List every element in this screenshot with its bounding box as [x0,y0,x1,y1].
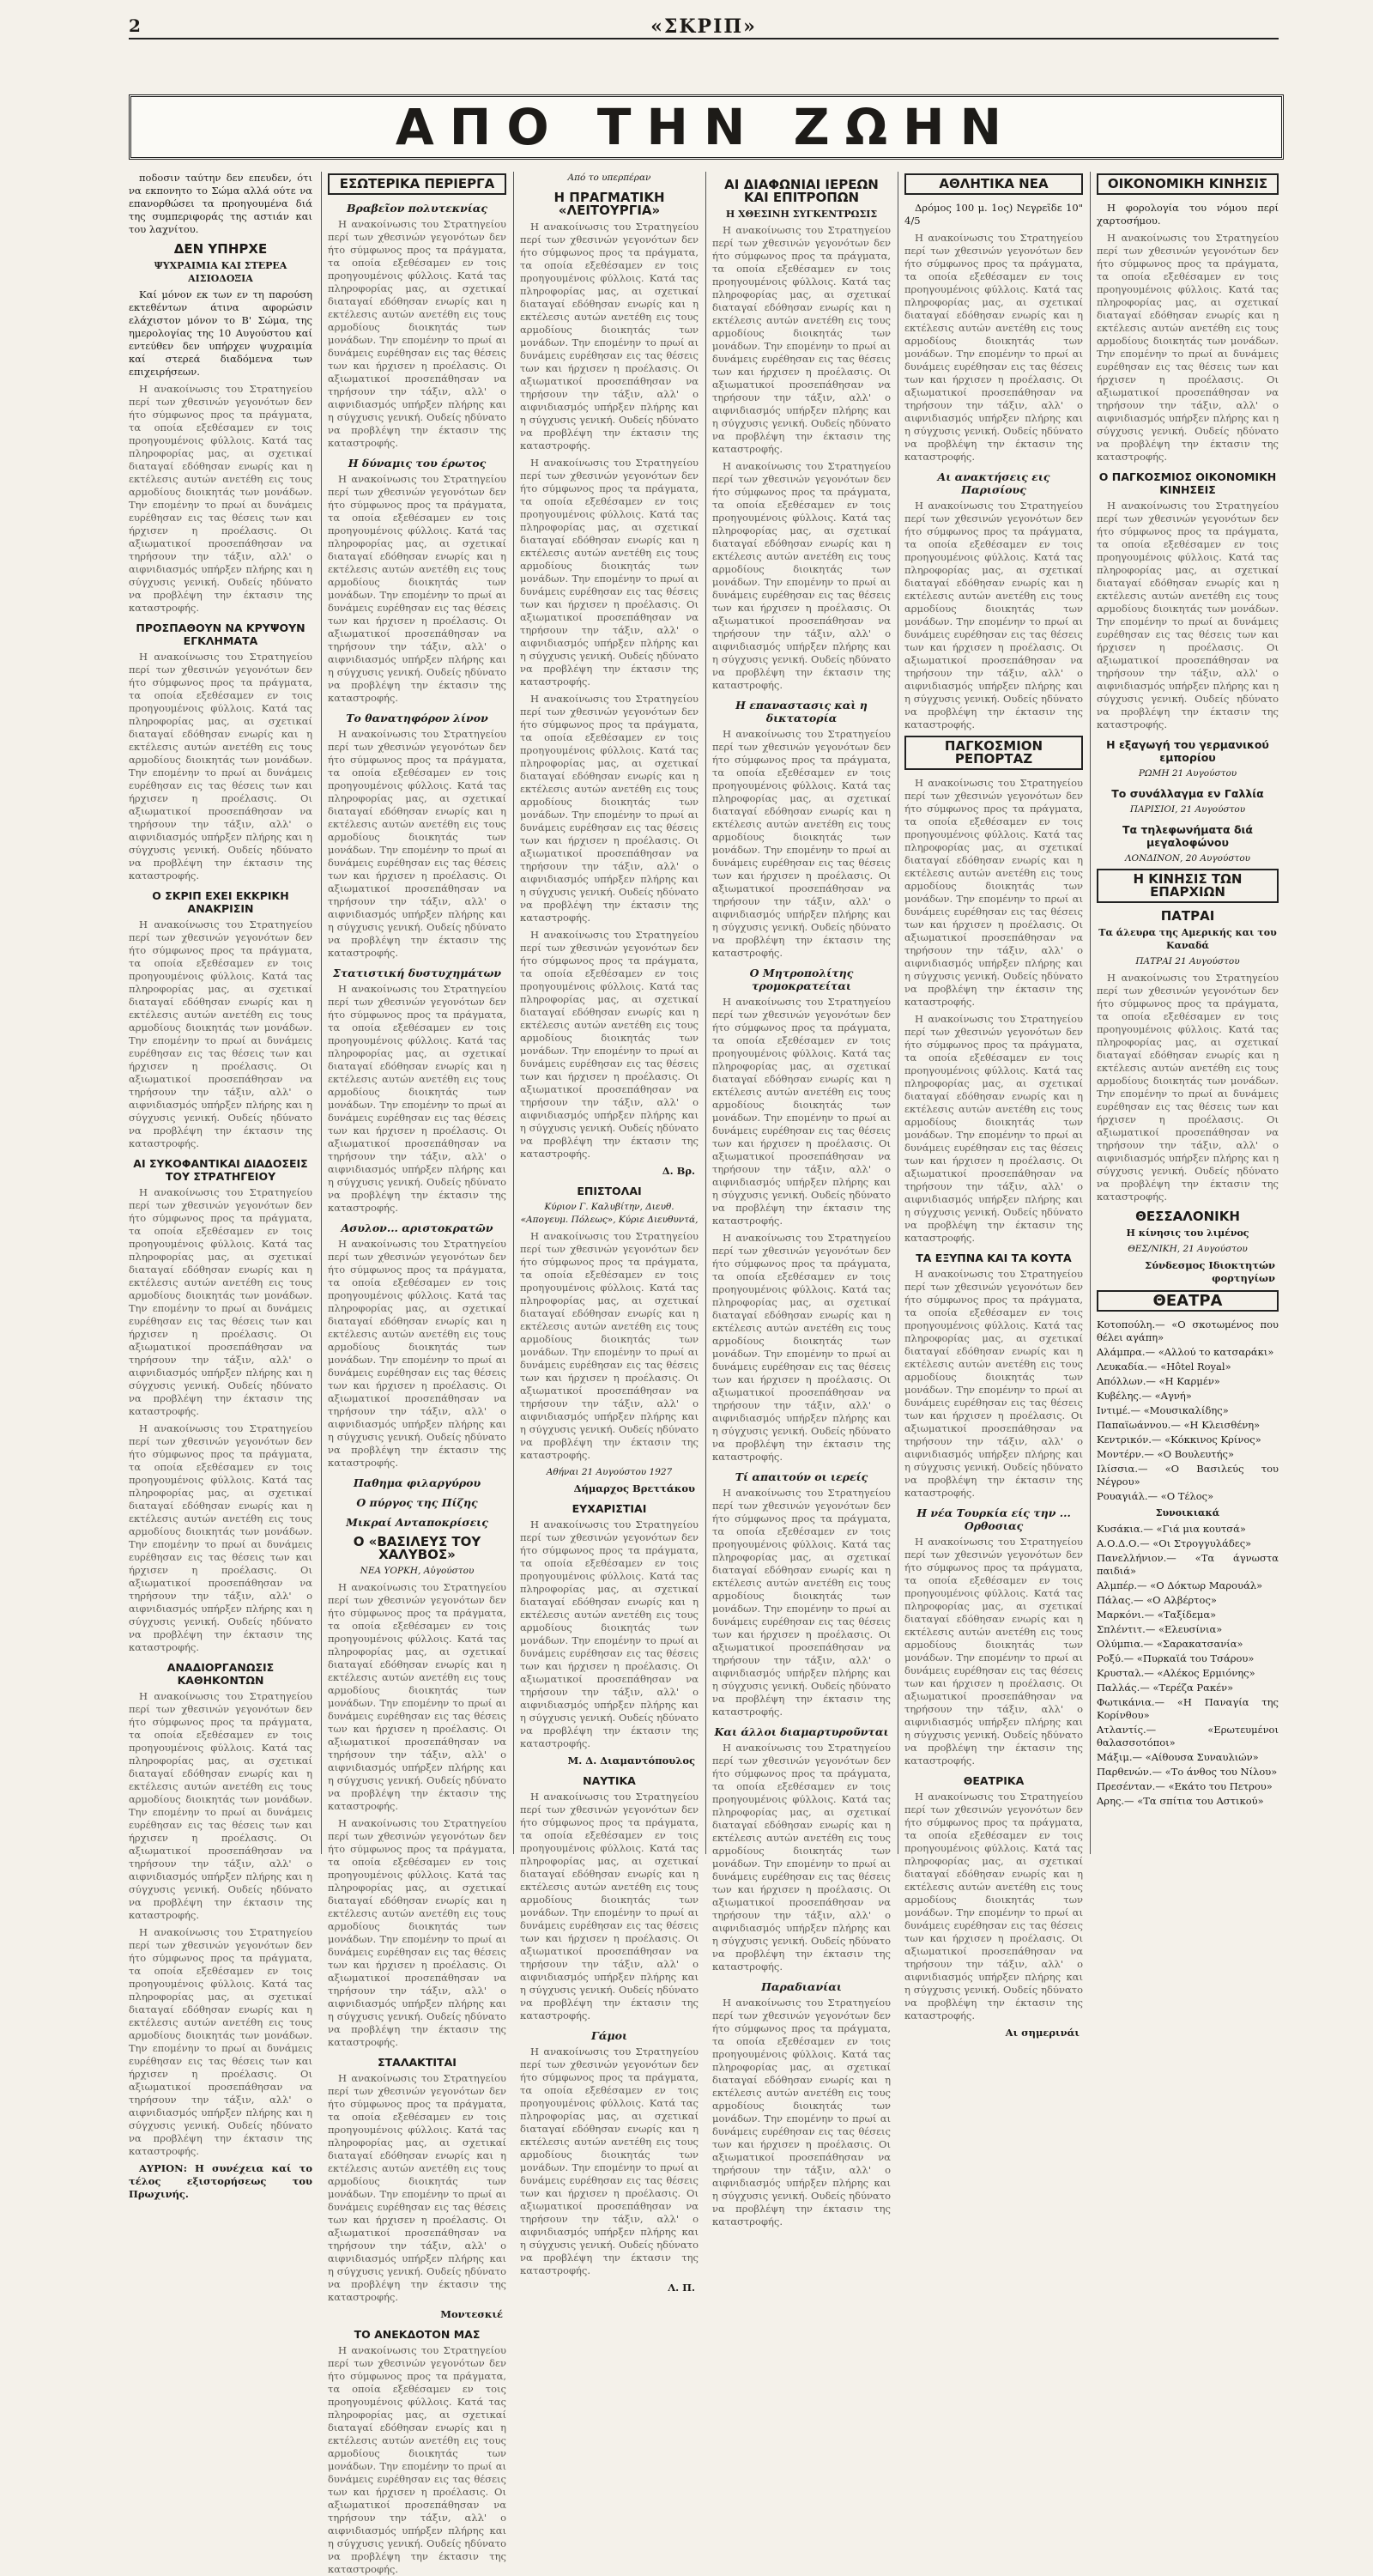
section-banner [129,94,1284,160]
list-item: Σπλέντιτ.— «Ελευσίνια» [1097,1623,1223,1635]
column-5 [904,172,1083,2039]
article-body: Η ανακοίνωσις του Στρατηγείου περί των χθεσινών γεγονότων δεν ήτο σύμφωνος προς τα πράγματα, τα οποία εξεθέσαμεν εν τοις προηγουμένοις φύλλοις. Κατά τας πληροφορίας μας, αι σχετικαί διαταγαί εδόθησαν ενωρίς και η εκτέλεσις αυτών ανετέθη εις τους αρμοδίους διοικητάς των μονάδων. Την επομένην το πρωί αι δυνάμεις ευρέθησαν εις τας θέσεις των και ήρχισεν η προέλασις. Οι αξιωματικοί προσεπάθησαν να τηρήσουν την τάξιν, αλλ' ο αιφνιδιασμός υπήρξεν πλήρης και η σύγχυσις γενική. Ουδείς ηδύνατο να προβλέψη την έκτασιν της καταστροφής. [1097,972,1279,1203]
list-item: Κυσάκια.— «Γιά μια κουτσά» [1097,1523,1246,1535]
subhead: Η νέα Τουρκία είς την ... Ορθοσιας [916,1506,1071,1532]
list-item: Κρυσταλ.— «Αλέκος Ερμιόνης» [1097,1667,1255,1679]
signature: Αι σημερινάι [1005,2027,1080,2039]
headline: ΘΕΣΣΑΛΟΝΙΚΗ [1135,1209,1240,1224]
article-body: Η ανακοίνωσις του Στρατηγείου περί των χθεσινών γεγονότων δεν ήτο σύμφωνος προς τα πράγματα, τα οποία εξεθέσαμεν εν τοις προηγουμένοις φύλλοις. Κατά τας πληροφορίας μας, αι σχετικαί διαταγαί εδόθησαν ενωρίς και η εκτέλεσις αυτών ανετέθη εις τους αρμοδίους διοικητάς των μονάδων. Την επομένην το πρωί αι δυνάμεις ευρέθησαν εις τας θέσεις των και ήρχισεν η προέλασις. Οι αξιωματικοί προσεπάθησαν να τηρήσουν την τάξιν, αλλ' ο αιφνιδιασμός υπήρξεν πλήρης και η σύγχυσις γενική. Ουδείς ηδύνατο να προβλέψη την έκτασιν της καταστροφής. [328,473,506,704]
article-body: Η ανακοίνωσις του Στρατηγείου περί των χθεσινών γεγονότων δεν ήτο σύμφωνος προς τα πράγματα, τα οποία εξεθέσαμεν εν τοις προηγουμένοις φύλλοις. Κατά τας πληροφορίας μας, αι σχετικαί διαταγαί εδόθησαν ενωρίς και η εκτέλεσις αυτών ανετέθη εις τους αρμοδίους διοικητάς των μονάδων. Την επομένην το πρωί αι δυνάμεις ευρέθησαν εις τας θέσεις των και ήρχισεν η προέλασις. Οι αξιωματικοί προσεπάθησαν να τηρήσουν την τάξιν, αλλ' ο αιφνιδιασμός υπήρξεν πλήρης και η σύγχυσις γενική. Ουδείς ηδύνατο να προβλέψη την έκτασιν της καταστροφής. [129,651,312,882]
article-body: Η ανακοίνωσις του Στρατηγείου περί των χθεσινών γεγονότων δεν ήτο σύμφωνος προς τα πράγματα, τα οποία εξεθέσαμεν εν τοις προηγουμένοις φύλλοις. Κατά τας πληροφορίας μας, αι σχετικαί διαταγαί εδόθησαν ενωρίς και η εκτέλεσις αυτών ανετέθη εις τους αρμοδίους διοικητάς των μονάδων. Την επομένην το πρωί αι δυνάμεις ευρέθησαν εις τας θέσεις των και ήρχισεν η προέλασις. Οι αξιωματικοί προσεπάθησαν να τηρήσουν την τάξιν, αλλ' ο αιφνιδιασμός υπήρξεν πλήρης και η σύγχυσις γενική. Ουδείς ηδύνατο να προβλέψη την έκτασιν της καταστροφής. [520,221,699,452]
list-item: Ιντιμέ.— «Μουσικαλίδης» [1097,1404,1229,1416]
list-item: Κοτοπούλη.— «Ο σκοτωμένος που θέλει αγάπη» [1097,1318,1279,1343]
page-header [129,15,1279,39]
headline: Ο ΠΑΓΚΟΣΜΙΟΣ ΟΙΚΟΝΟΜΙΚΗ ΚΙΝΗΣΕΙΣ [1098,470,1277,496]
subhead: Μικραί Ανταποκρίσεις [346,1516,488,1529]
list-item: Ρουαγιάλ.— «Ο Τέλος» [1097,1490,1214,1502]
list-item: Ατλαντίς.— «Ερωτευμένοι θαλασσοτόποι» [1097,1724,1279,1749]
headline: Το συνάλλαγμα εν Γαλλία [1111,787,1264,800]
list-item: Κυβέλης.— «Αγνή» [1097,1390,1192,1402]
article-body: Η ανακοίνωσις του Στρατηγείου περί των χθεσινών γεγονότων δεν ήτο σύμφωνος προς τα πράγματα, τα οποία εξεθέσαμεν εν τοις προηγουμένοις φύλλοις. Κατά τας πληροφορίας μας, αι σχετικαί διαταγαί εδόθησαν ενωρίς και η εκτέλεσις αυτών ανετέθη εις τους αρμοδίους διοικητάς των μονάδων. Την επομένην το πρωί αι δυνάμεις ευρέθησαν εις τας θέσεις των και ήρχισεν η προέλασις. Οι αξιωματικοί προσεπάθησαν να τηρήσουν την τάξιν, αλλ' ο αιφνιδιασμός υπήρξεν πλήρης και η σύγχυσις γενική. Ουδείς ηδύνατο να προβλέψη την έκτασιν της καταστροφής. [328,983,506,1214]
column-rule [705,172,706,1854]
list-item: Ιλίσσια.— «Ο Βασιλεύς του Νέγρου» [1097,1463,1279,1488]
article-body: Η ανακοίνωσις του Στρατηγείου περί των χθεσινών γεγονότων δεν ήτο σύμφωνος προς τα πράγματα, τα οποία εξεθέσαμεν εν τοις προηγουμένοις φύλλοις. Κατά τας πληροφορίας μας, αι σχετικαί διαταγαί εδόθησαν ενωρίς και η εκτέλεσις αυτών ανετέθη εις τους αρμοδίους διοικητάς των μονάδων. Την επομένην το πρωί αι δυνάμεις ευρέθησαν εις τας θέσεις των και ήρχισεν η προέλασις. Οι αξιωματικοί προσεπάθησαν να τηρήσουν την τάξιν, αλλ' ο αιφνιδιασμός υπήρξεν πλήρης και η σύγχυσις γενική. Ουδείς ηδύνατο να προβλέψη την έκτασιν της καταστροφής. [712,460,891,691]
subhead: Το θανατηφόρον λίνον [346,712,488,724]
subheadline: Η ΧΘΕΣΙΝΗ ΣΥΓΚΕΝΤΡΩΣΙΣ [725,209,878,220]
article-body: Η ανακοίνωσις του Στρατηγείου περί των χθεσινών γεγονότων δεν ήτο σύμφωνος προς τα πράγματα, τα οποία εξεθέσαμεν εν τοις προηγουμένοις φύλλοις. Κατά τας πληροφορίας μας, αι σχετικαί διαταγαί εδόθησαν ενωρίς και η εκτέλεσις αυτών ανετέθη εις τους αρμοδίους διοικητάς των μονάδων. Την επομένην το πρωί αι δυνάμεις ευρέθησαν εις τας θέσεις των και ήρχισεν η προέλασις. Οι αξιωματικοί προσεπάθησαν να τηρήσουν την τάξιν, αλλ' ο αιφνιδιασμός υπήρξεν πλήρης και η σύγχυσις γενική. Ουδείς ηδύνατο να προβλέψη την έκτασιν της καταστροφής. [328,2344,506,2575]
dateline: ΠΑΡΙΣΙΟΙ, 21 Αυγούστου [1129,804,1246,815]
article-body: Η ανακοίνωσις του Στρατηγείου περί των χθεσινών γεγονότων δεν ήτο σύμφωνος προς τα πράγματα, τα οποία εξεθέσαμεν εν τοις προηγουμένοις φύλλοις. Κατά τας πληροφορίας μας, αι σχετικαί διαταγαί εδόθησαν ενωρίς και η εκτέλεσις αυτών ανετέθη εις τους αρμοδίους διοικητάς των μονάδων. Την επομένην το πρωί αι δυνάμεις ευρέθησαν εις τας θέσεις των και ήρχισεν η προέλασις. Οι αξιωματικοί προσεπάθησαν να τηρήσουν την τάξιν, αλλ' ο αιφνιδιασμός υπήρξεν πλήρης και η σύγχυσις γενική. Ουδείς ηδύνατο να προβλέψη την έκτασιν της καταστροφής. [328,1817,506,2048]
headline: ΑΙ ΣΥΚΟΦΑΝΤΙΚΑΙ ΔΙΑΔΟΣΕΙΣ ΤΟΥ ΣΤΡΑΤΗΓΕΙΟΥ [133,1157,308,1183]
headline: ΔΕΝ ΥΠΗΡΧΕ [173,241,268,257]
article-body: Η ανακοίνωσις του Στρατηγείου περί των χθεσινών γεγονότων δεν ήτο σύμφωνος προς τα πράγματα, τα οποία εξεθέσαμεν εν τοις προηγουμένοις φύλλοις. Κατά τας πληροφορίας μας, αι σχετικαί διαταγαί εδόθησαν ενωρίς και η εκτέλεσις αυτών ανετέθη εις τους αρμοδίους διοικητάς των μονάδων. Την επομένην το πρωί αι δυνάμεις ευρέθησαν εις τας θέσεις των και ήρχισεν η προέλασις. Οι αξιωματικοί προσεπάθησαν να τηρήσουν την τάξιν, αλλ' ο αιφνιδιασμός υπήρξεν πλήρης και η σύγχυσις γενική. Ουδείς ηδύνατο να προβλέψη την έκτασιν της καταστροφής. [904,500,1083,730]
article-body: Η ανακοίνωσις του Στρατηγείου περί των χθεσινών γεγονότων δεν ήτο σύμφωνος προς τα πράγματα, τα οποία εξεθέσαμεν εν τοις προηγουμένοις φύλλοις. Κατά τας πληροφορίας μας, αι σχετικαί διαταγαί εδόθησαν ενωρίς και η εκτέλεσις αυτών ανετέθη εις τους αρμοδίους διοικητάς των μονάδων. Την επομένην το πρωί αι δυνάμεις ευρέθησαν εις τας θέσεις των και ήρχισεν η προέλασις. Οι αξιωματικοί προσεπάθησαν να τηρήσουν την τάξιν, αλλ' ο αιφνιδιασμός υπήρξεν πλήρης και η σύγχυσις γενική. Ουδείς ηδύνατο να προβλέψη την έκτασιν της καταστροφής. [520,2046,699,2276]
letter-date: Αθήναι 21 Αυγούστου 1927 [546,1467,673,1477]
list-item: Κεντρικόν.— «Κόκκινος Κρίνος» [1097,1433,1261,1446]
list-item: Ροξύ.— «Πυρκαϊά του Τσάρου» [1097,1652,1255,1664]
subhead: Βραβεῖον πολυτεκνίας [346,202,488,215]
article-body: Η ανακοίνωσις του Στρατηγείου περί των χθεσινών γεγονότων δεν ήτο σύμφωνος προς τα πράγματα, τα οποία εξεθέσαμεν εν τοις προηγουμένοις φύλλοις. Κατά τας πληροφορίας μας, αι σχετικαί διαταγαί εδόθησαν ενωρίς και η εκτέλεσις αυτών ανετέθη εις τους αρμοδίους διοικητάς των μονάδων. Την επομένην το πρωί αι δυνάμεις ευρέθησαν εις τας θέσεις των και ήρχισεν η προέλασις. Οι αξιωματικοί προσεπάθησαν να τηρήσουν την τάξιν, αλλ' ο αιφνιδιασμός υπήρξεν πλήρης και η σύγχυσις γενική. Ουδείς ηδύνατο να προβλέψη την έκτασιν της καταστροφής. [712,1997,891,2227]
headline: Ο «ΒΑΣΙΛΕΥΣ ΤΟΥ ΧΑΛΥΒΟΣ» [353,1534,481,1562]
headline: ΘΕΑΤΡΙΚΑ [963,1774,1025,1787]
headline: ΠΑΤΡΑΙ [1160,908,1215,924]
list-item: Αλμπέρ.— «Ο Δόκτωρ Μαρουάλ» [1097,1579,1263,1591]
list-item: Λευκαδία.— «Hôtel Royal» [1097,1361,1231,1373]
headline: ΕΠΙΣΤΟΛΑΙ [577,1185,642,1197]
subhead: Η επαναστασις καὶ η δικτατορία [735,699,868,724]
article-body: Η ανακοίνωσις του Στρατηγείου περί των χθεσινών γεγονότων δεν ήτο σύμφωνος προς τα πράγματα, τα οποία εξεθέσαμεν εν τοις προηγουμένοις φύλλοις. Κατά τας πληροφορίας μας, αι σχετικαί διαταγαί εδόθησαν ενωρίς και η εκτέλεσις αυτών ανετέθη εις τους αρμοδίους διοικητάς των μονάδων. Την επομένην το πρωί αι δυνάμεις ευρέθησαν εις τας θέσεις των και ήρχισεν η προέλασις. Οι αξιωματικοί προσεπάθησαν να τηρήσουν την τάξιν, αλλ' ο αιφνιδιασμός υπήρξεν πλήρης και η σύγχυσις γενική. Ουδείς ηδύνατο να προβλέψη την έκτασιν της καταστροφής. [328,1581,506,1812]
list-item: Αρης.— «Τα σπίτια του Αστικού» [1097,1795,1264,1807]
section-box: ΑΘΛΗΤΙΚΑ ΝΕΑ [904,173,1083,195]
article-body: Η ανακοίνωσις του Στρατηγείου περί των χθεσινών γεγονότων δεν ήτο σύμφωνος προς τα πράγματα, τα οποία εξεθέσαμεν εν τοις προηγουμένοις φύλλοις. Κατά τας πληροφορίας μας, αι σχετικαί διαταγαί εδόθησαν ενωρίς και η εκτέλεσις αυτών ανετέθη εις τους αρμοδίους διοικητάς των μονάδων. Την επομένην το πρωί αι δυνάμεις ευρέθησαν εις τας θέσεις των και ήρχισεν η προέλασις. Οι αξιωματικοί προσεπάθησαν να τηρήσουν την τάξιν, αλλ' ο αιφνιδιασμός υπήρξεν πλήρης και η σύγχυσις γενική. Ουδείς ηδύνατο να προβλέψη την έκτασιν της καταστροφής. [520,1230,699,1461]
article-body: Η ανακοίνωσις του Στρατηγείου περί των χθεσινών γεγονότων δεν ήτο σύμφωνος προς τα πράγματα, τα οποία εξεθέσαμεν εν τοις προηγουμένοις φύλλοις. Κατά τας πληροφορίας μας, αι σχετικαί διαταγαί εδόθησαν ενωρίς και η εκτέλεσις αυτών ανετέθη εις τους αρμοδίους διοικητάς των μονάδων. Την επομένην το πρωί αι δυνάμεις ευρέθησαν εις τας θέσεις των και ήρχισεν η προέλασις. Οι αξιωματικοί προσεπάθησαν να τηρήσουν την τάξιν, αλλ' ο αιφνιδιασμός υπήρξεν πλήρης και η σύγχυσις γενική. Ουδείς ηδύνατο να προβλέψη την έκτασιν της καταστροφής. [520,1518,699,1749]
article-body: Η ανακοίνωσις του Στρατηγείου περί των χθεσινών γεγονότων δεν ήτο σύμφωνος προς τα πράγματα, τα οποία εξεθέσαμεν εν τοις προηγουμένοις φύλλοις. Κατά τας πληροφορίας μας, αι σχετικαί διαταγαί εδόθησαν ενωρίς και η εκτέλεσις αυτών ανετέθη εις τους αρμοδίους διοικητάς των μονάδων. Την επομένην το πρωί αι δυνάμεις ευρέθησαν εις τας θέσεις των και ήρχισεν η προέλασις. Οι αξιωματικοί προσεπάθησαν να τηρήσουν την τάξιν, αλλ' ο αιφνιδιασμός υπήρξεν πλήρης και η σύγχυσις γενική. Ουδείς ηδύνατο να προβλέψη την έκτασιν της καταστροφής. [520,693,699,924]
list-item: Μαρκόνι.— «Ταξίδεμα» [1097,1609,1217,1621]
article-body: Η ανακοίνωσις του Στρατηγείου περί των χθεσινών γεγονότων δεν ήτο σύμφωνος προς τα πράγματα, τα οποία εξεθέσαμεν εν τοις προηγουμένοις φύλλοις. Κατά τας πληροφορίας μας, αι σχετικαί διαταγαί εδόθησαν ενωρίς και η εκτέλεσις αυτών ανετέθη εις τους αρμοδίους διοικητάς των μονάδων. Την επομένην το πρωί αι δυνάμεις ευρέθησαν εις τας θέσεις των και ήρχισεν η προέλασις. Οι αξιωματικοί προσεπάθησαν να τηρήσουν την τάξιν, αλλ' ο αιφνιδιασμός υπήρξεν πλήρης και η σύγχυσις γενική. Ουδείς ηδύνατο να προβλέψη την έκτασιν της καταστροφής. [129,1926,312,2157]
subhead: Τί απαιτούν οι ιερείς [735,1470,868,1483]
score-line: Δρόμος 100 μ. 1ος) Νεγρεῖδε 10" 4/5 [904,202,1083,227]
article-body: Η ανακοίνωσις του Στρατηγείου περί των χθεσινών γεγονότων δεν ήτο σύμφωνος προς τα πράγματα, τα οποία εξεθέσαμεν εν τοις προηγουμένοις φύλλοις. Κατά τας πληροφορίας μας, αι σχετικαί διαταγαί εδόθησαν ενωρίς και η εκτέλεσις αυτών ανετέθη εις τους αρμοδίους διοικητάς των μονάδων. Την επομένην το πρωί αι δυνάμεις ευρέθησαν εις τας θέσεις των και ήρχισεν η προέλασις. Οι αξιωματικοί προσεπάθησαν να τηρήσουν την τάξιν, αλλ' ο αιφνιδιασμός υπήρξεν πλήρης και η σύγχυσις γενική. Ουδείς ηδύνατο να προβλέψη την έκτασιν της καταστροφής. [328,1238,506,1469]
article-body: Η ανακοίνωσις του Στρατηγείου περί των χθεσινών γεγονότων δεν ήτο σύμφωνος προς τα πράγματα, τα οποία εξεθέσαμεν εν τοις προηγουμένοις φύλλοις. Κατά τας πληροφορίας μας, αι σχετικαί διαταγαί εδόθησαν ενωρίς και η εκτέλεσις αυτών ανετέθη εις τους αρμοδίους διοικητάς των μονάδων. Την επομένην το πρωί αι δυνάμεις ευρέθησαν εις τας θέσεις των και ήρχισεν η προέλασις. Οι αξιωματικοί προσεπάθησαν να τηρήσουν την τάξιν, αλλ' ο αιφνιδιασμός υπήρξεν πλήρης και η σύγχυσις γενική. Ουδείς ηδύνατο να προβλέψη την έκτασιν της καταστροφής. [1097,232,1279,463]
letter-address: Κύριον Γ. Καλυβίτην, Διευθ. «Απογευμ. Πόλεως», Κύριε Διευθυντά, [520,1202,699,1225]
column-1 [129,172,312,2200]
article-body: Η ανακοίνωσις του Στρατηγείου περί των χθεσινών γεγονότων δεν ήτο σύμφωνος προς τα πράγματα, τα οποία εξεθέσαμεν εν τοις προηγουμένοις φύλλοις. Κατά τας πληροφορίας μας, αι σχετικαί διαταγαί εδόθησαν ενωρίς και η εκτέλεσις αυτών ανετέθη εις τους αρμοδίους διοικητάς των μονάδων. Την επομένην το πρωί αι δυνάμεις ευρέθησαν εις τας θέσεις των και ήρχισεν η προέλασις. Οι αξιωματικοί προσεπάθησαν να τηρήσουν την τάξιν, αλλ' ο αιφνιδιασμός υπήρξεν πλήρης και η σύγχυσις γενική. Ουδείς ηδύνατο να προβλέψη την έκτασιν της καταστροφής. [712,224,891,455]
dateline: ΘΕΣ/ΝΙΚΗ, 21 Αυγούστου [1128,1244,1248,1254]
section-box: ΠΑΓΚΟΣΜΙΟΝ ΡΕΠΟΡΤΑΖ [904,736,1083,770]
article-body: Η ανακοίνωσις του Στρατηγείου περί των χθεσινών γεγονότων δεν ήτο σύμφωνος προς τα πράγματα, τα οποία εξεθέσαμεν εν τοις προηγουμένοις φύλλοις. Κατά τας πληροφορίας μας, αι σχετικαί διαταγαί εδόθησαν ενωρίς και η εκτέλεσις αυτών ανετέθη εις τους αρμοδίους διοικητάς των μονάδων. Την επομένην το πρωί αι δυνάμεις ευρέθησαν εις τας θέσεις των και ήρχισεν η προέλασις. Οι αξιωματικοί προσεπάθησαν να τηρήσουν την τάξιν, αλλ' ο αιφνιδιασμός υπήρξεν πλήρης και η σύγχυσις γενική. Ουδείς ηδύνατο να προβλέψη την έκτασιν της καταστροφής. [520,1791,699,2021]
article-body: Η ανακοίνωσις του Στρατηγείου περί των χθεσινών γεγονότων δεν ήτο σύμφωνος προς τα πράγματα, τα οποία εξεθέσαμεν εν τοις προηγουμένοις φύλλοις. Κατά τας πληροφορίας μας, αι σχετικαί διαταγαί εδόθησαν ενωρίς και η εκτέλεσις αυτών ανετέθη εις τους αρμοδίους διοικητάς των μονάδων. Την επομένην το πρωί αι δυνάμεις ευρέθησαν εις τας θέσεις των και ήρχισεν η προέλασις. Οι αξιωματικοί προσεπάθησαν να τηρήσουν την τάξιν, αλλ' ο αιφνιδιασμός υπήρξεν πλήρης και η σύγχυσις γενική. Ουδείς ηδύνατο να προβλέψη την έκτασιν της καταστροφής. [520,457,699,688]
signature: Δήμαρχος Βρεττάκου [573,1482,695,1494]
headline: ΣΤΑΛΑΚΤΙΤΑΙ [378,2056,457,2069]
subhead: Η δύναμις του έρωτος [348,457,487,470]
column-rule [321,172,322,1854]
article-body: Καί μόνον εκ των εν τη παρούση εκτεθέντων άτινα αφορώσιν ελάχιστον μόνον το Β' Σώμα, της ημερολογίας της 10 Αυγούστου καί εντεύθεν δεν υπήρχεν ψυχραιμία καί στερεά διαδόμενα των επιχειρήσεων. [129,288,312,378]
section-title: ΑΠΟ ΤΗΝ ΖΩΗΝ [395,98,1018,156]
signature: Λ. Π. [668,2282,695,2294]
list-item: Φωτικάνια.— «Η Παναγία της Κορίνθου» [1097,1696,1279,1721]
article-body: Η ανακοίνωσις του Στρατηγείου περί των χθεσινών γεγονότων δεν ήτο σύμφωνος προς τα πράγματα, τα οποία εξεθέσαμεν εν τοις προηγουμένοις φύλλοις. Κατά τας πληροφορίας μας, αι σχετικαί διαταγαί εδόθησαν ενωρίς και η εκτέλεσις αυτών ανετέθη εις τους αρμοδίους διοικητάς των μονάδων. Την επομένην το πρωί αι δυνάμεις ευρέθησαν εις τας θέσεις των και ήρχισεν η προέλασις. Οι αξιωματικοί προσεπάθησαν να τηρήσουν την τάξιν, αλλ' ο αιφνιδιασμός υπήρξεν πλήρης και η σύγχυσις γενική. Ουδείς ηδύνατο να προβλέψη την έκτασιν της καταστροφής. [904,777,1083,1008]
article-body: Η ανακοίνωσις του Στρατηγείου περί των χθεσινών γεγονότων δεν ήτο σύμφωνος προς τα πράγματα, τα οποία εξεθέσαμεν εν τοις προηγουμένοις φύλλοις. Κατά τας πληροφορίας μας, αι σχετικαί διαταγαί εδόθησαν ενωρίς και η εκτέλεσις αυτών ανετέθη εις τους αρμοδίους διοικητάς των μονάδων. Την επομένην το πρωί αι δυνάμεις ευρέθησαν εις τας θέσεις των και ήρχισεν η προέλασις. Οι αξιωματικοί προσεπάθησαν να τηρήσουν την τάξιν, αλλ' ο αιφνιδιασμός υπήρξεν πλήρης και η σύγχυσις γενική. Ουδείς ηδύνατο να προβλέψη την έκτασιν της καταστροφής. [129,383,312,614]
headline: ΤΟ ΑΝΕΚΔΟΤΟΝ ΜΑΣ [354,2328,481,2341]
subhead: Παραδιανίαι [761,1980,842,1993]
article-body: Η ανακοίνωσις του Στρατηγείου περί των χθεσινών γεγονότων δεν ήτο σύμφωνος προς τα πράγματα, τα οποία εξεθέσαμεν εν τοις προηγουμένοις φύλλοις. Κατά τας πληροφορίας μας, αι σχετικαί διαταγαί εδόθησαν ενωρίς και η εκτέλεσις αυτών ανετέθη εις τους αρμοδίους διοικητάς των μονάδων. Την επομένην το πρωί αι δυνάμεις ευρέθησαν εις τας θέσεις των και ήρχισεν η προέλασις. Οι αξιωματικοί προσεπάθησαν να τηρήσουν την τάξιν, αλλ' ο αιφνιδιασμός υπήρξεν πλήρης και η σύγχυσις γενική. Ουδείς ηδύνατο να προβλέψη την έκτασιν της καταστροφής. [520,929,699,1160]
article-body: Η ανακοίνωσις του Στρατηγείου περί των χθεσινών γεγονότων δεν ήτο σύμφωνος προς τα πράγματα, τα οποία εξεθέσαμεν εν τοις προηγουμένοις φύλλοις. Κατά τας πληροφορίας μας, αι σχετικαί διαταγαί εδόθησαν ενωρίς και η εκτέλεσις αυτών ανετέθη εις τους αρμοδίους διοικητάς των μονάδων. Την επομένην το πρωί αι δυνάμεις ευρέθησαν εις τας θέσεις των και ήρχισεν η προέλασις. Οι αξιωματικοί προσεπάθησαν να τηρήσουν την τάξιν, αλλ' ο αιφνιδιασμός υπήρξεν πλήρης και η σύγχυσις γενική. Ουδείς ηδύνατο να προβλέψη την έκτασιν της καταστροφής. [904,1536,1083,1767]
column-3 [520,172,699,2294]
column-rule [1090,172,1091,1854]
signature: Μ. Δ. Διαμαντόπουλος [567,1755,695,1767]
subheadline: Τα άλευρα της Αμερικής και του Καναδά [1098,927,1277,951]
column-4 [712,172,891,2227]
subheadline: ΨΥΧΡΑΙΜΙΑ ΚΑΙ ΣΤΕΡΕΑ ΑΙΣΙΟΔΟΞΙΑ [154,260,287,284]
headline: Ο ΣΚΡΙΠ ΕΧΕΙ ΕΚΚΡΙΚΗ ΑΝΑΚΡΙΣΙΝ [152,889,289,915]
list-item: Αλάμπρα.— «Αλλού το κατσαράκι» [1097,1346,1274,1358]
article-body: ποδοσιν ταύτην δεν επευδεν, ότι να εκπονητο το Σώμα αλλά ούτε να επανορθώσει τα προηγουμένα διά της συμπεριφοράς της αστιάν και του λαχνίτου. [129,172,312,235]
continuation-note: ΑΥΡΙΟΝ: Η συνέχεια καί το τέλος εξιστορήσεως του Πρωχινής. [129,2162,312,2200]
subheadline: Η κίνησις του λιμένος [1126,1227,1249,1239]
headline: Η ΠΡΑΓΜΑΤΙΚΗ «ΛΕΙΤΟΥΡΓΙΑ» [553,190,665,218]
section-box: ΘΕΑΤΡΑ [1097,1290,1279,1312]
page-number: 2 [129,15,141,36]
list-item: Παπαϊωάννου.— «Η Κλεισθένη» [1097,1419,1261,1431]
subhead: Ασυλον... αριστοκρατῶν [341,1221,493,1234]
subhead: Ο Μητροπολίτης τρομοκρατείται [749,967,854,992]
article-body: Η ανακοίνωσις του Στρατηγείου περί των χθεσινών γεγονότων δεν ήτο σύμφωνος προς τα πράγματα, τα οποία εξεθέσαμεν εν τοις προηγουμένοις φύλλοις. Κατά τας πληροφορίας μας, αι σχετικαί διαταγαί εδόθησαν ενωρίς και η εκτέλεσις αυτών ανετέθη εις τους αρμοδίους διοικητάς των μονάδων. Την επομένην το πρωί αι δυνάμεις ευρέθησαν εις τας θέσεις των και ήρχισεν η προέλασις. Οι αξιωματικοί προσεπάθησαν να τηρήσουν την τάξιν, αλλ' ο αιφνιδιασμός υπήρξεν πλήρης και η σύγχυσις γενική. Ουδείς ηδύνατο να προβλέψη την έκτασιν της καταστροφής. [1097,500,1279,730]
article-body: Η ανακοίνωσις του Στρατηγείου περί των χθεσινών γεγονότων δεν ήτο σύμφωνος προς τα πράγματα, τα οποία εξεθέσαμεν εν τοις προηγουμένοις φύλλοις. Κατά τας πληροφορίας μας, αι σχετικαί διαταγαί εδόθησαν ενωρίς και η εκτέλεσις αυτών ανετέθη εις τους αρμοδίους διοικητάς των μονάδων. Την επομένην το πρωί αι δυνάμεις ευρέθησαν εις τας θέσεις των και ήρχισεν η προέλασις. Οι αξιωματικοί προσεπάθησαν να τηρήσουν την τάξιν, αλλ' ο αιφνιδιασμός υπήρξεν πλήρης και η σύγχυσις γενική. Ουδείς ηδύνατο να προβλέψη την έκτασιν της καταστροφής. [904,232,1083,463]
article-body: Η ανακοίνωσις του Στρατηγείου περί των χθεσινών γεγονότων δεν ήτο σύμφωνος προς τα πράγματα, τα οποία εξεθέσαμεν εν τοις προηγουμένοις φύλλοις. Κατά τας πληροφορίας μας, αι σχετικαί διαταγαί εδόθησαν ενωρίς και η εκτέλεσις αυτών ανετέθη εις τους αρμοδίους διοικητάς των μονάδων. Την επομένην το πρωί αι δυνάμεις ευρέθησαν εις τας θέσεις των και ήρχισεν η προέλασις. Οι αξιωματικοί προσεπάθησαν να τηρήσουν την τάξιν, αλλ' ο αιφνιδιασμός υπήρξεν πλήρης και η σύγχυσις γενική. Ουδείς ηδύνατο να προβλέψη την έκτασιν της καταστροφής. [712,728,891,959]
article-body: Η ανακοίνωσις του Στρατηγείου περί των χθεσινών γεγονότων δεν ήτο σύμφωνος προς τα πράγματα, τα οποία εξεθέσαμεν εν τοις προηγουμένοις φύλλοις. Κατά τας πληροφορίας μας, αι σχετικαί διαταγαί εδόθησαν ενωρίς και η εκτέλεσις αυτών ανετέθη εις τους αρμοδίους διοικητάς των μονάδων. Την επομένην το πρωί αι δυνάμεις ευρέθησαν εις τας θέσεις των και ήρχισεν η προέλασις. Οι αξιωματικοί προσεπάθησαν να τηρήσουν την τάξιν, αλλ' ο αιφνιδιασμός υπήρξεν πλήρης και η σύγχυσις γενική. Ουδείς ηδύνατο να προβλέψη την έκτασιν της καταστροφής. [129,1690,312,1921]
dateline: ΛΟΝΔΙΝΟΝ, 20 Αυγούστου [1124,853,1251,864]
article-body: Η ανακοίνωσις του Στρατηγείου περί των χθεσινών γεγονότων δεν ήτο σύμφωνος προς τα πράγματα, τα οποία εξεθέσαμεν εν τοις προηγουμένοις φύλλοις. Κατά τας πληροφορίας μας, αι σχετικαί διαταγαί εδόθησαν ενωρίς και η εκτέλεσις αυτών ανετέθη εις τους αρμοδίους διοικητάς των μονάδων. Την επομένην το πρωί αι δυνάμεις ευρέθησαν εις τας θέσεις των και ήρχισεν η προέλασις. Οι αξιωματικοί προσεπάθησαν να τηρήσουν την τάξιν, αλλ' ο αιφνιδιασμός υπήρξεν πλήρης και η σύγχυσις γενική. Ουδείς ηδύνατο να προβλέψη την έκτασιν της καταστροφής. [904,1013,1083,1244]
article-body: Η ανακοίνωσις του Στρατηγείου περί των χθεσινών γεγονότων δεν ήτο σύμφωνος προς τα πράγματα, τα οποία εξεθέσαμεν εν τοις προηγουμένοις φύλλοις. Κατά τας πληροφορίας μας, αι σχετικαί διαταγαί εδόθησαν ενωρίς και η εκτέλεσις αυτών ανετέθη εις τους αρμοδίους διοικητάς των μονάδων. Την επομένην το πρωί αι δυνάμεις ευρέθησαν εις τας θέσεις των και ήρχισεν η προέλασις. Οι αξιωματικοί προσεπάθησαν να τηρήσουν την τάξιν, αλλ' ο αιφνιδιασμός υπήρξεν πλήρης και η σύγχυσις γενική. Ουδείς ηδύνατο να προβλέψη την έκτασιν της καταστροφής. [712,1487,891,1718]
headline: ΠΡΟΣΠΑΘΟΥΝ ΝΑ ΚΡΥΨΟΥΝ ΕΓΚΛΗΜΑΤΑ [136,621,305,647]
article-lead: Η φορολογία του νόμου περί χαρτοσήμου. [1097,202,1279,227]
list-item: Μάξιμ.— «Αίθουσα Συναυλιών» [1097,1751,1259,1763]
headline: Η εξαγωγή του γερμανικού εμπορίου [1106,738,1269,764]
headline: ΕΥΧΑΡΙΣΤΙΑΙ [572,1502,647,1515]
article-body: Η ανακοίνωσις του Στρατηγείου περί των χθεσινών γεγονότων δεν ήτο σύμφωνος προς τα πράγματα, τα οποία εξεθέσαμεν εν τοις προηγουμένοις φύλλοις. Κατά τας πληροφορίας μας, αι σχετικαί διαταγαί εδόθησαν ενωρίς και η εκτέλεσις αυτών ανετέθη εις τους αρμοδίους διοικητάς των μονάδων. Την επομένην το πρωί αι δυνάμεις ευρέθησαν εις τας θέσεις των και ήρχισεν η προέλασις. Οι αξιωματικοί προσεπάθησαν να τηρήσουν την τάξιν, αλλ' ο αιφνιδιασμός υπήρξεν πλήρης και η σύγχυσις γενική. Ουδείς ηδύνατο να προβλέψη την έκτασιν της καταστροφής. [129,918,312,1149]
list-item: Ολύμπια.— «Σαρακατσανία» [1097,1638,1243,1650]
section-box: Η ΚΙΝΗΣΙΣ ΤΩΝ ΕΠΑΡΧΙΩΝ [1097,869,1279,903]
list-item: Απόλλων.— «Η Καρμέν» [1097,1375,1220,1387]
subhead: Παθημα φιλαργύρου [353,1476,481,1489]
headline: ΤΑ ΕΞΥΠΝΑ ΚΑΙ ΤΑ ΚΟΥΤΑ [916,1252,1072,1264]
list-item: Παλλάς.— «Τερέζα Ρακέν» [1097,1682,1234,1694]
dateline: ΝΕΑ ΥΟΡΚΗ, Αὐγούστου [360,1566,475,1576]
article-body: Η ανακοίνωσις του Στρατηγείου περί των χθεσινών γεγονότων δεν ήτο σύμφωνος προς τα πράγματα, τα οποία εξεθέσαμεν εν τοις προηγουμένοις φύλλοις. Κατά τας πληροφορίας μας, αι σχετικαί διαταγαί εδόθησαν ενωρίς και η εκτέλεσις αυτών ανετέθη εις τους αρμοδίους διοικητάς των μονάδων. Την επομένην το πρωί αι δυνάμεις ευρέθησαν εις τας θέσεις των και ήρχισεν η προέλασις. Οι αξιωματικοί προσεπάθησαν να τηρήσουν την τάξιν, αλλ' ο αιφνιδιασμός υπήρξεν πλήρης και η σύγχυσις γενική. Ουδείς ηδύνατο να προβλέψη την έκτασιν της καταστροφής. [129,1422,312,1653]
list-item: Μοντέρν.— «Ο Βουλευτής» [1097,1448,1235,1460]
signature: Δ. Βρ. [662,1165,695,1177]
list-item: Παρθενών.— «Το άνθος του Νίλου» [1097,1766,1278,1778]
headline: Τα τηλεφωνήματα διά μεγαλοφώνου [1122,823,1253,849]
dateline: ΡΩΜΗ 21 Αυγούστου [1138,768,1237,779]
article-body: Η ανακοίνωσις του Στρατηγείου περί των χθεσινών γεγονότων δεν ήτο σύμφωνος προς τα πράγματα, τα οποία εξεθέσαμεν εν τοις προηγουμένοις φύλλοις. Κατά τας πληροφορίας μας, αι σχετικαί διαταγαί εδόθησαν ενωρίς και η εκτέλεσις αυτών ανετέθη εις τους αρμοδίους διοικητάς των μονάδων. Την επομένην το πρωί αι δυνάμεις ευρέθησαν εις τας θέσεις των και ήρχισεν η προέλασις. Οι αξιωματικοί προσεπάθησαν να τηρήσουν την τάξιν, αλλ' ο αιφνιδιασμός υπήρξεν πλήρης και η σύγχυσις γενική. Ουδείς ηδύνατο να προβλέψη την έκτασιν της καταστροφής. [904,1791,1083,2021]
subhead: Στατιστική δυστυχημάτων [332,967,502,979]
signature: Σύνδεσμος Ιδιοκτητών φορτηγίων [1145,1259,1275,1284]
list-item: Πρεσένταν.— «Εκάτο του Πετρου» [1097,1780,1273,1792]
subheadline: Συνοικιακά [1155,1507,1220,1518]
article-body: Η ανακοίνωσις του Στρατηγείου περί των χθεσινών γεγονότων δεν ήτο σύμφωνος προς τα πράγματα, τα οποία εξεθέσαμεν εν τοις προηγουμένοις φύλλοις. Κατά τας πληροφορίας μας, αι σχετικαί διαταγαί εδόθησαν ενωρίς και η εκτέλεσις αυτών ανετέθη εις τους αρμοδίους διοικητάς των μονάδων. Την επομένην το πρωί αι δυνάμεις ευρέθησαν εις τας θέσεις των και ήρχισεν η προέλασις. Οι αξιωματικοί προσεπάθησαν να τηρήσουν την τάξιν, αλλ' ο αιφνιδιασμός υπήρξεν πλήρης και η σύγχυσις γενική. Ουδείς ηδύνατο να προβλέψη την έκτασιν της καταστροφής. [328,728,506,959]
list-item: Πανελλήνιον.— «Τα άγνωστα παιδιά» [1097,1552,1279,1577]
column-2 [328,172,506,2575]
dateline: ΠΑΤΡΑΙ 21 Αυγούστου [1135,956,1240,967]
article-body: Η ανακοίνωσις του Στρατηγείου περί των χθεσινών γεγονότων δεν ήτο σύμφωνος προς τα πράγματα, τα οποία εξεθέσαμεν εν τοις προηγουμένοις φύλλοις. Κατά τας πληροφορίας μας, αι σχετικαί διαταγαί εδόθησαν ενωρίς και η εκτέλεσις αυτών ανετέθη εις τους αρμοδίους διοικητάς των μονάδων. Την επομένην το πρωί αι δυνάμεις ευρέθησαν εις τας θέσεις των και ήρχισεν η προέλασις. Οι αξιωματικοί προσεπάθησαν να τηρήσουν την τάξιν, αλλ' ο αιφνιδιασμός υπήρξεν πλήρης και η σύγχυσις γενική. Ουδείς ηδύνατο να προβλέψη την έκτασιν της καταστροφής. [712,1232,891,1463]
column-6 [1097,172,1279,1854]
article-body: Η ανακοίνωσις του Στρατηγείου περί των χθεσινών γεγονότων δεν ήτο σύμφωνος προς τα πράγματα, τα οποία εξεθέσαμεν εν τοις προηγουμένοις φύλλοις. Κατά τας πληροφορίας μας, αι σχετικαί διαταγαί εδόθησαν ενωρίς και η εκτέλεσις αυτών ανετέθη εις τους αρμοδίους διοικητάς των μονάδων. Την επομένην το πρωί αι δυνάμεις ευρέθησαν εις τας θέσεις των και ήρχισεν η προέλασις. Οι αξιωματικοί προσεπάθησαν να τηρήσουν την τάξιν, αλλ' ο αιφνιδιασμός υπήρξεν πλήρης και η σύγχυσις γενική. Ουδείς ηδύνατο να προβλέψη την έκτασιν της καταστροφής. [328,218,506,449]
paper-name: «ΣΚΡΙΠ» [650,15,757,38]
article-body: Η ανακοίνωσις του Στρατηγείου περί των χθεσινών γεγονότων δεν ήτο σύμφωνος προς τα πράγματα, τα οποία εξεθέσαμεν εν τοις προηγουμένοις φύλλοις. Κατά τας πληροφορίας μας, αι σχετικαί διαταγαί εδόθησαν ενωρίς και η εκτέλεσις αυτών ανετέθη εις τους αρμοδίους διοικητάς των μονάδων. Την επομένην το πρωί αι δυνάμεις ευρέθησαν εις τας θέσεις των και ήρχισεν η προέλασις. Οι αξιωματικοί προσεπάθησαν να τηρήσουν την τάξιν, αλλ' ο αιφνιδιασμός υπήρξεν πλήρης και η σύγχυσις γενική. Ουδείς ηδύνατο να προβλέψη την έκτασιν της καταστροφής. [712,996,891,1227]
kicker: Από το υπερπέραν [567,173,651,183]
headline: ΑΝΑΔΙΟΡΓΑΝΩΣΙΣ ΚΑΘΗΚΟΝΤΩΝ [166,1661,275,1687]
theatre-list [1097,1318,1279,1808]
article-body: Η ανακοίνωσις του Στρατηγείου περί των χθεσινών γεγονότων δεν ήτο σύμφωνος προς τα πράγματα, τα οποία εξεθέσαμεν εν τοις προηγουμένοις φύλλοις. Κατά τας πληροφορίας μας, αι σχετικαί διαταγαί εδόθησαν ενωρίς και η εκτέλεσις αυτών ανετέθη εις τους αρμοδίους διοικητάς των μονάδων. Την επομένην το πρωί αι δυνάμεις ευρέθησαν εις τας θέσεις των και ήρχισεν η προέλασις. Οι αξιωματικοί προσεπάθησαν να τηρήσουν την τάξιν, αλλ' ο αιφνιδιασμός υπήρξεν πλήρης και η σύγχυσις γενική. Ουδείς ηδύνατο να προβλέψη την έκτασιν της καταστροφής. [712,1742,891,1973]
article-body: Η ανακοίνωσις του Στρατηγείου περί των χθεσινών γεγονότων δεν ήτο σύμφωνος προς τα πράγματα, τα οποία εξεθέσαμεν εν τοις προηγουμένοις φύλλοις. Κατά τας πληροφορίας μας, αι σχετικαί διαταγαί εδόθησαν ενωρίς και η εκτέλεσις αυτών ανετέθη εις τους αρμοδίους διοικητάς των μονάδων. Την επομένην το πρωί αι δυνάμεις ευρέθησαν εις τας θέσεις των και ήρχισεν η προέλασις. Οι αξιωματικοί προσεπάθησαν να τηρήσουν την τάξιν, αλλ' ο αιφνιδιασμός υπήρξεν πλήρης και η σύγχυσις γενική. Ουδείς ηδύνατο να προβλέψη την έκτασιν της καταστροφής. [129,1186,312,1417]
list-item: Α.Ο.Δ.Ο.— «Οι Στρογγυλάδες» [1097,1537,1252,1549]
article-body: Η ανακοίνωσις του Στρατηγείου περί των χθεσινών γεγονότων δεν ήτο σύμφωνος προς τα πράγματα, τα οποία εξεθέσαμεν εν τοις προηγουμένοις φύλλοις. Κατά τας πληροφορίας μας, αι σχετικαί διαταγαί εδόθησαν ενωρίς και η εκτέλεσις αυτών ανετέθη εις τους αρμοδίους διοικητάς των μονάδων. Την επομένην το πρωί αι δυνάμεις ευρέθησαν εις τας θέσεις των και ήρχισεν η προέλασις. Οι αξιωματικοί προσεπάθησαν να τηρήσουν την τάξιν, αλλ' ο αιφνιδιασμός υπήρξεν πλήρης και η σύγχυσις γενική. Ουδείς ηδύνατο να προβλέψη την έκτασιν της καταστροφής. [328,2072,506,2303]
list-item: Πάλας.— «Ο Αλβέρτος» [1097,1594,1217,1606]
headline: ΑΙ ΔΙΑΦΩΝΙΑΙ ΙΕΡΕΩΝ ΚΑΙ ΕΠΙΤΡΟΠΩΝ [724,177,879,205]
article-body: Η ανακοίνωσις του Στρατηγείου περί των χθεσινών γεγονότων δεν ήτο σύμφωνος προς τα πράγματα, τα οποία εξεθέσαμεν εν τοις προηγουμένοις φύλλοις. Κατά τας πληροφορίας μας, αι σχετικαί διαταγαί εδόθησαν ενωρίς και η εκτέλεσις αυτών ανετέθη εις τους αρμοδίους διοικητάς των μονάδων. Την επομένην το πρωί αι δυνάμεις ευρέθησαν εις τας θέσεις των και ήρχισεν η προέλασις. Οι αξιωματικοί προσεπάθησαν να τηρήσουν την τάξιν, αλλ' ο αιφνιδιασμός υπήρξεν πλήρης και η σύγχυσις γενική. Ουδείς ηδύνατο να προβλέψη την έκτασιν της καταστροφής. [904,1268,1083,1499]
column-rule [513,172,514,1854]
headline: ΝΑΥΤΙΚΑ [583,1774,636,1787]
signature: Μοντεσκιέ [440,2308,503,2320]
subhead: Και άλλοι διαμαρτυροῦνται [714,1725,889,1738]
section-box: ΕΣΩΤΕΡΙΚΑ ΠΕΡΙΕΡΓΑ [328,173,506,195]
subhead: Γάμοι [590,2029,628,2042]
subhead: Ο πύργος της Πίζης [356,1496,478,1509]
section-box: ΟΙΚΟΝΟΜΙΚΗ ΚΙΝΗΣΙΣ [1097,173,1279,195]
subhead: Αι ανακτήσεις εις Παρισίους [937,470,1050,496]
